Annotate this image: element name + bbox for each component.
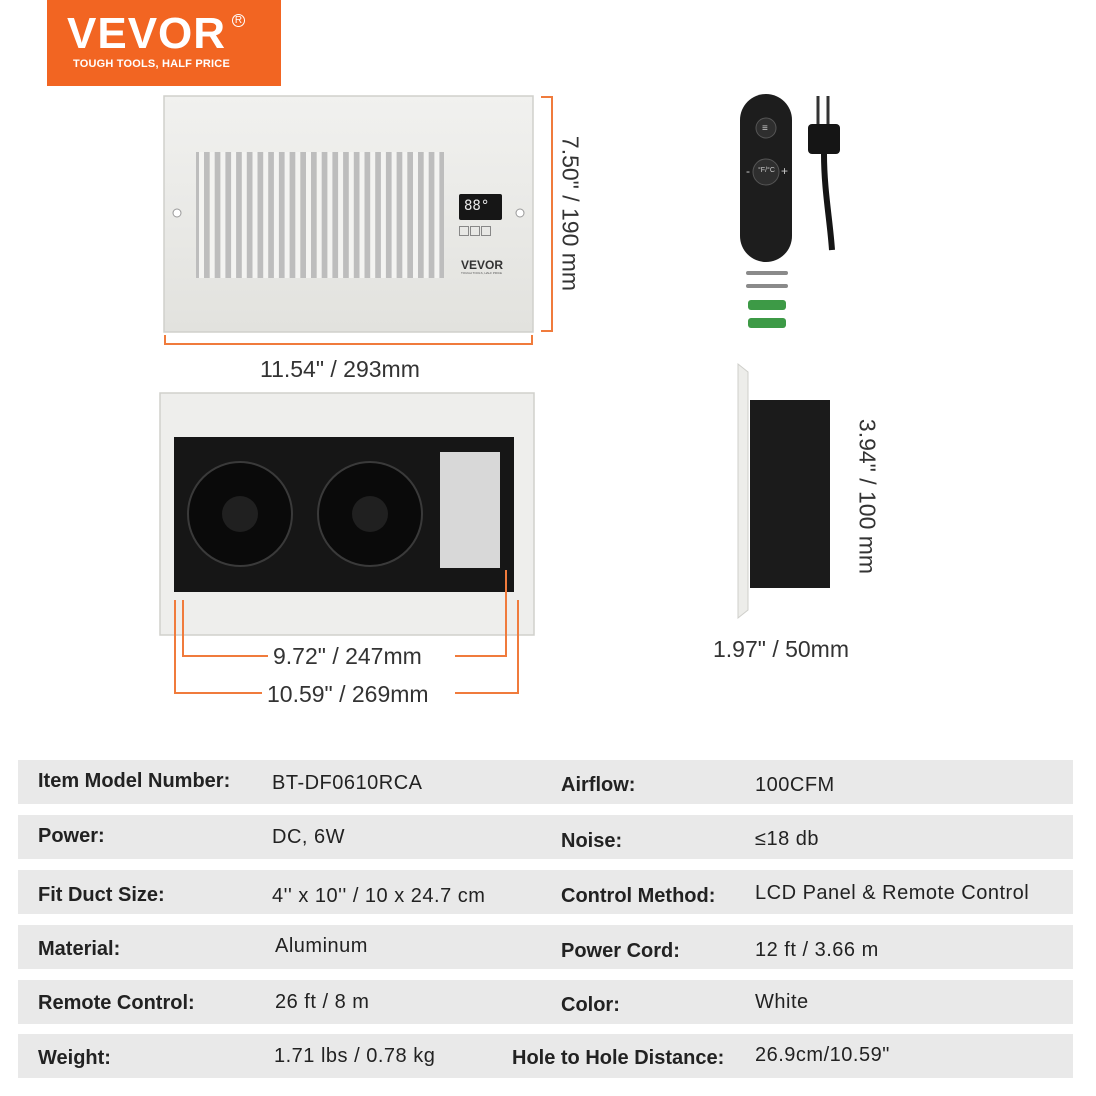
back-panel-illustration bbox=[0, 380, 700, 640]
grille-slat bbox=[424, 152, 429, 278]
spec-label: Material: bbox=[38, 938, 121, 960]
spec-value: BT-DF0610RCA bbox=[272, 772, 423, 794]
grille-slat bbox=[349, 152, 354, 278]
side-depth-label: 3.94" / 100 mm bbox=[854, 418, 881, 575]
grille-slat bbox=[317, 152, 322, 278]
spec-label: Hole to Hole Distance: bbox=[512, 1047, 725, 1069]
inner-width-line-left bbox=[182, 600, 184, 656]
grille-slat bbox=[402, 152, 407, 278]
grille-slat bbox=[413, 152, 418, 278]
grille-slat bbox=[210, 152, 215, 278]
spec-value: ≤18 db bbox=[755, 828, 820, 850]
spec-value: 26 ft / 8 m bbox=[275, 991, 370, 1013]
side-width-label: 1.97" / 50mm bbox=[713, 636, 850, 662]
grille-slat bbox=[338, 152, 343, 278]
spec-label: Remote Control: bbox=[38, 992, 195, 1014]
outer-width-line bbox=[174, 692, 262, 694]
grille-slat bbox=[392, 152, 397, 278]
spec-label: Fit Duct Size: bbox=[38, 884, 165, 906]
menu-button-icon bbox=[459, 226, 469, 236]
menu-icon: ≡ bbox=[762, 123, 768, 134]
registered-mark-icon: R bbox=[232, 14, 245, 27]
grille-slat bbox=[295, 152, 300, 278]
logo-name: VEVOR bbox=[67, 9, 227, 58]
spec-value: 4'' x 10'' / 10 x 24.7 cm bbox=[272, 885, 486, 907]
down-button-icon bbox=[470, 226, 480, 236]
grille-slat bbox=[434, 152, 439, 278]
grille-slat bbox=[263, 152, 268, 278]
grille-slat bbox=[327, 152, 332, 278]
outer-width-line-left bbox=[174, 600, 176, 694]
grille-slat bbox=[360, 152, 365, 278]
spec-value: 12 ft / 3.66 m bbox=[755, 939, 879, 961]
inner-width-line-right bbox=[505, 570, 507, 656]
spec-value: White bbox=[755, 991, 809, 1013]
spec-value: DC, 6W bbox=[272, 826, 345, 848]
spec-value: 1.71 lbs / 0.78 kg bbox=[274, 1045, 436, 1067]
height-dimension-tick-bottom bbox=[541, 330, 553, 332]
spec-label: Power Cord: bbox=[561, 940, 680, 962]
panel-brand: VEVOR bbox=[461, 258, 504, 272]
spec-row bbox=[18, 925, 1073, 969]
inner-width-line bbox=[182, 655, 268, 657]
spec-label: Weight: bbox=[38, 1047, 111, 1069]
lcd-readout: 88° bbox=[464, 198, 490, 214]
grille-slat bbox=[231, 152, 236, 278]
width-dimension-tick-left bbox=[164, 335, 166, 345]
spec-label: Color: bbox=[561, 994, 620, 1016]
grille-slat bbox=[242, 152, 247, 278]
spec-label: Noise: bbox=[561, 830, 623, 852]
spec-value: LCD Panel & Remote Control bbox=[755, 882, 1030, 904]
front-height-label: 7.50" / 190 mm bbox=[557, 135, 584, 292]
height-dimension-line bbox=[551, 96, 553, 332]
outer-width-line-right bbox=[517, 600, 519, 694]
grille-slat bbox=[274, 152, 279, 278]
remote-unit-button: °F/°C bbox=[758, 167, 775, 174]
front-width-label: 11.54" / 293mm bbox=[260, 356, 420, 382]
spec-label: Item Model Number: bbox=[38, 770, 231, 792]
spec-label: Control Method: bbox=[561, 885, 716, 907]
grille-slat bbox=[306, 152, 311, 278]
back-inner-width-label: 9.72" / 247mm bbox=[273, 643, 422, 669]
remote-minus: - bbox=[746, 164, 750, 178]
spec-row bbox=[18, 815, 1073, 859]
grille-slat bbox=[285, 152, 290, 278]
grille-slat bbox=[220, 152, 225, 278]
grille-slat bbox=[381, 152, 386, 278]
grille-slat bbox=[370, 152, 375, 278]
back-outer-width-label: 10.59" / 269mm bbox=[267, 681, 429, 707]
spec-value: Aluminum bbox=[275, 935, 368, 957]
grille-slat bbox=[253, 152, 258, 278]
width-dimension-line bbox=[164, 343, 533, 345]
width-dimension-tick-right bbox=[531, 335, 533, 345]
logo-tagline: TOUGH TOOLS, HALF PRICE bbox=[73, 58, 230, 70]
grille-slat bbox=[199, 152, 204, 278]
panel-brand-tagline: TOUGH TOOLS, HALF PRICE bbox=[461, 271, 503, 275]
spec-value: 26.9cm/10.59" bbox=[755, 1044, 890, 1066]
up-button-icon bbox=[481, 226, 491, 236]
spec-value: 100CFM bbox=[755, 774, 835, 796]
remote-plus: + bbox=[781, 164, 789, 178]
lcd-display bbox=[459, 194, 502, 220]
spec-label: Airflow: bbox=[561, 774, 636, 796]
outer-width-line-r bbox=[455, 692, 519, 694]
accessories-illustration bbox=[700, 80, 900, 360]
panel-buttons bbox=[459, 226, 489, 235]
spec-label: Power: bbox=[38, 825, 105, 847]
height-dimension-tick-top bbox=[541, 96, 553, 98]
inner-width-line-r bbox=[455, 655, 507, 657]
side-view-illustration bbox=[730, 360, 840, 620]
